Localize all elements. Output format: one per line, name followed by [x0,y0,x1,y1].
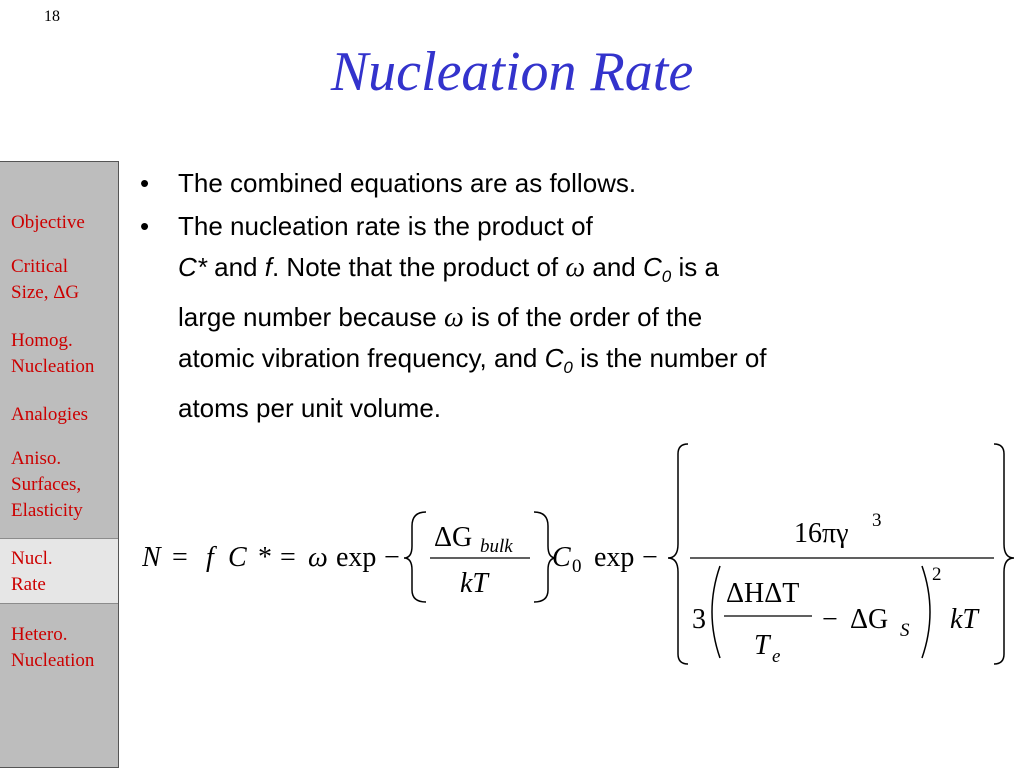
eq-square-exponent: 2 [932,564,942,585]
sidebar-item-label: Nucleation [11,356,95,377]
eq-omega: ω [308,542,328,573]
eq-three: 3 [692,604,706,635]
eq-Te-subscript: e [772,646,781,667]
sidebar-item-objective[interactable] [0,210,118,236]
bullet-item [140,163,980,204]
eq-delta-gs: ΔG [850,604,889,635]
right-brace-icon [994,444,1014,664]
eq-equals: = [280,542,296,573]
sidebar-item-label: Nucleation [11,650,95,671]
eq-f: f [206,542,214,573]
sidebar-item-label: Nucl. [11,548,53,569]
eq-exp: exp [336,542,377,573]
eq-star: * [258,542,272,573]
eq-C: C [228,542,247,573]
eq-dH-dT: ΔHΔT [726,578,800,609]
sidebar-item-label: Aniso. [11,448,62,469]
bullet-line: atoms per unit volume. [178,393,442,424]
eq-minus: − [384,542,400,573]
eq-minus: − [642,542,658,573]
eq-S-subscript: S [900,620,910,641]
bullet-line: atomic vibration frequency, and $C_0$ is the number of [178,343,767,378]
sidebar-item-label: Hetero. [11,624,68,645]
bullet-text: The combined equations are as follows. [178,168,637,198]
eq-Te: T [754,630,770,661]
sidebar-item-analogies[interactable] [0,402,118,428]
eq-minus: − [822,604,838,635]
eq-C0: C [552,542,571,573]
sidebar-item-label: Objective [11,212,85,233]
eq-equals: = [172,542,188,573]
eq-exp: exp [594,542,635,573]
left-brace-icon [404,512,426,602]
sidebar-item-label: Rate [11,574,46,595]
eq-C0-subscript: 0 [572,556,582,577]
sidebar-item-aniso-surfaces[interactable] [0,446,118,524]
sidebar-item-nucl-rate[interactable] [0,538,118,604]
eq-bulk-subscript: bulk [480,536,513,557]
bullet-dot-icon: • [140,168,150,198]
sidebar-item-label: Surfaces, [11,474,82,495]
nucleation-rate-equation [142,440,1022,670]
sidebar-item-label: Analogies [11,404,89,425]
sidebar-item-hetero-nucleation[interactable] [0,622,118,674]
right-paren-icon [922,566,930,658]
sidebar-item-label: Elasticity [11,500,83,521]
bullet-line: C* and f. Note that the product of ω and $C_0$ is a [178,252,719,287]
bullet-dot-icon: • [140,211,150,241]
eq-numerator: 16πγ [794,518,849,549]
sidebar-item-label: Critical [11,256,68,277]
sidebar-nav [0,161,119,768]
slide-number: 18 [44,8,60,25]
slide-title: Nucleation Rate [330,41,694,103]
sidebar-item-label: Homog. [11,330,73,351]
bullet-line: large number because ω is of the order of the [178,302,703,334]
sidebar-item-label: Size, ΔG [11,282,80,303]
sidebar-item-homog-nucleation[interactable] [0,328,118,380]
eq-kT: kT [950,604,978,635]
left-paren-icon [712,566,720,658]
sidebar-item-critical-size[interactable] [0,254,118,306]
eq-delta-g: ΔG [434,522,473,553]
bullet-list [140,163,980,429]
bullet-line: The nucleation rate is the product of [178,211,593,241]
left-brace-icon [668,444,688,664]
eq-numerator-exponent: 3 [872,510,882,531]
eq-kT: kT [460,568,488,599]
bullet-item [140,206,980,429]
eq-N: N [142,542,161,573]
